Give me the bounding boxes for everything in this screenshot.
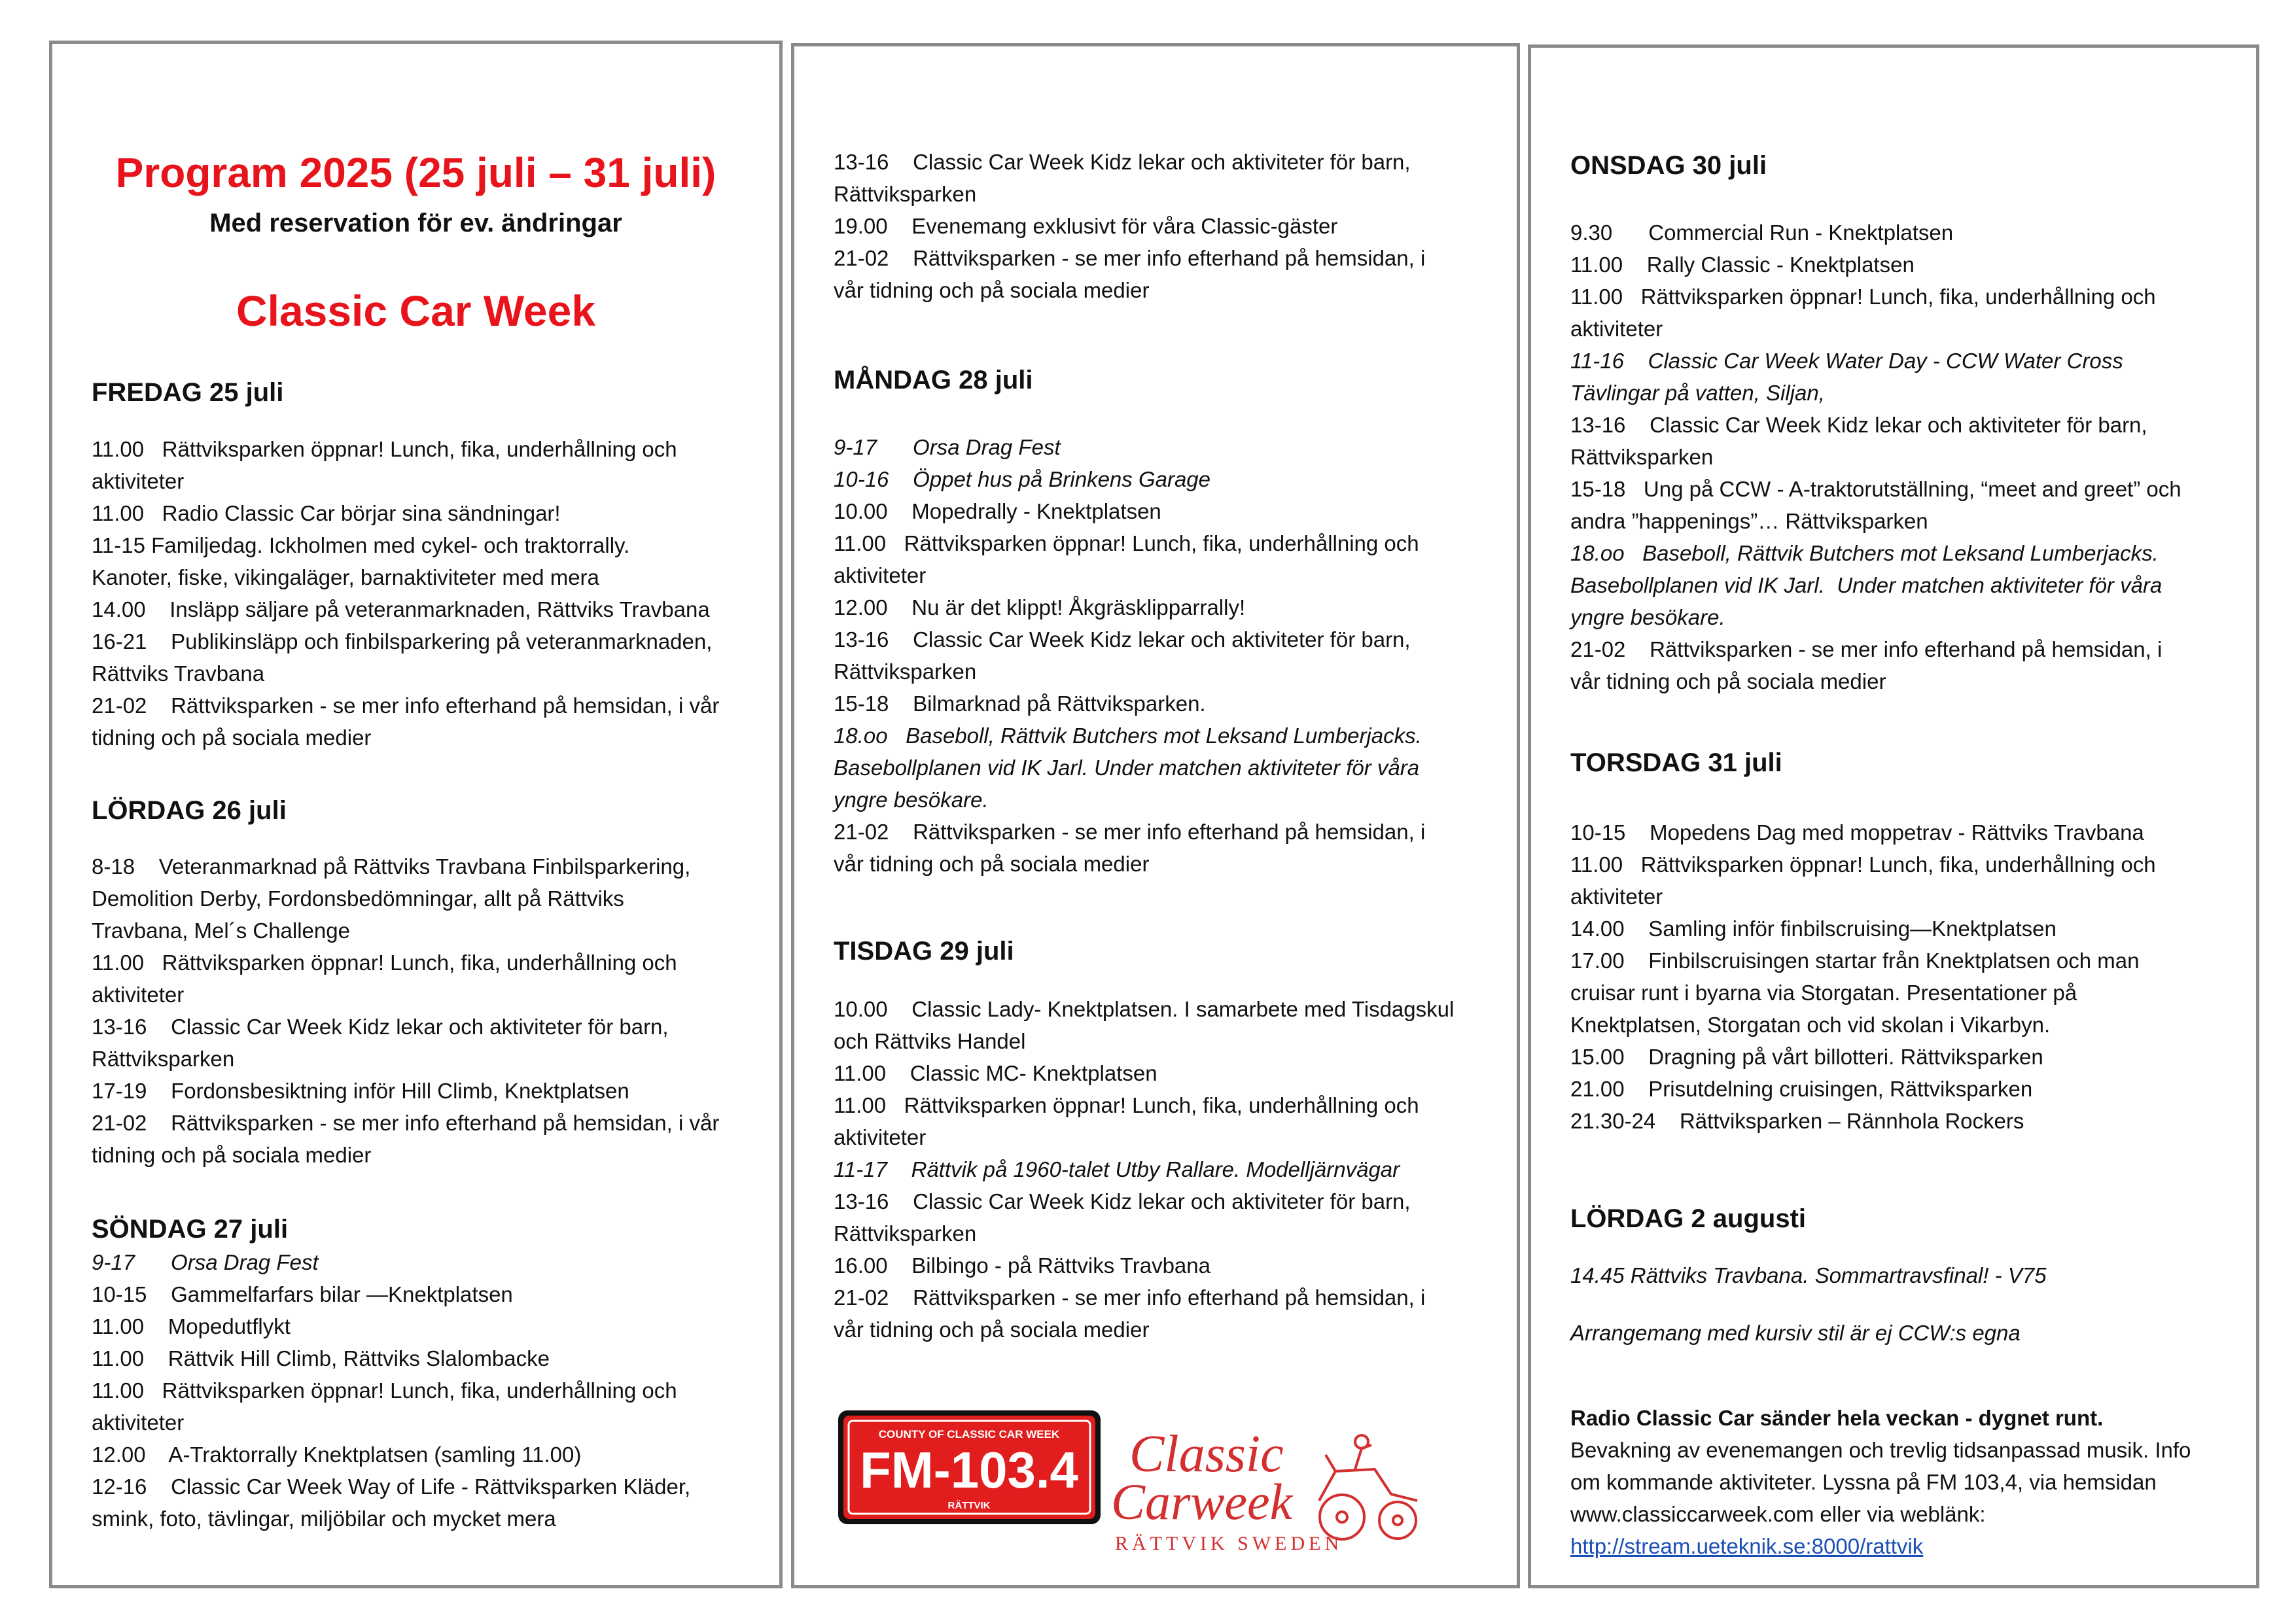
ccw-word-classic: Classic xyxy=(1129,1425,1284,1483)
schedule-line: 11-17 Rättvik på 1960-talet Utby Rallare. Modelljärnvägar xyxy=(834,1157,1400,1181)
day-heading-onsdag: ONSDAG 30 juli xyxy=(1570,151,1767,180)
lordag-schedule xyxy=(92,850,747,1171)
schedule-line: cruisar runt i byarna via Storgatan. Presentationer på xyxy=(1570,981,2077,1005)
schedule-line: 11.00 Radio Classic Car börjar sina sändningar! xyxy=(92,501,561,525)
schedule-line: 15.00 Dragning på vårt billotteri. Rättviksparken xyxy=(1570,1045,2043,1069)
schedule-line: 21-02 Rättviksparken - se mer info efterhand på hemsidan, i xyxy=(834,820,1426,844)
italic-note: Arrangemang med kursiv stil är ej CCW:s egna xyxy=(1570,1321,2021,1345)
schedule-line: 11.00 Rättviksparken öppnar! Lunch, fika, underhållning och xyxy=(834,531,1419,555)
onsdag-schedule xyxy=(1570,217,2223,697)
schedule-line: 11.00 Rättvik Hill Climb, Rättviks Slalombacke xyxy=(92,1346,550,1370)
radio-info xyxy=(1570,1434,2223,1530)
schedule-line: 17.00 Finbilscruisingen startar från Knektplatsen och man xyxy=(1570,949,2140,973)
schedule-line: Basebollplanen vid IK Jarl. Under matchen aktiviteter för våra xyxy=(834,756,1420,780)
schedule-line: aktiviteter xyxy=(92,983,185,1007)
column-3 xyxy=(1528,44,2259,1588)
schedule-line: 11-15 Familjedag. Ickholmen med cykel- och traktorrally. xyxy=(92,533,630,557)
schedule-line: 10.00 Mopedrally - Knektplatsen xyxy=(834,499,1161,523)
schedule-line: Rättviksparken xyxy=(834,1221,977,1246)
schedule-line: Rättviksparken xyxy=(92,1047,235,1071)
schedule-line: tidning och på sociala medier xyxy=(92,725,372,750)
schedule-line: 11.00 Rättviksparken öppnar! Lunch, fika, underhållning och xyxy=(834,1093,1419,1117)
fredag-schedule xyxy=(92,433,747,754)
schedule-line: Bevakning av evenemangen och trevlig tidsanpassad musik. Info xyxy=(1570,1438,2191,1462)
schedule-line: Rättviksparken xyxy=(834,659,977,684)
schedule-line: 16-21 Publikinsläpp och finbilsparkering på veteranmarknaden, xyxy=(92,629,713,654)
schedule-line: 19.00 Evenemang exklusivt för våra Classic-gäster xyxy=(834,214,1338,238)
plate-top-text: COUNTY OF CLASSIC CAR WEEK xyxy=(878,1428,1060,1440)
schedule-line: 9-17 Orsa Drag Fest xyxy=(92,1250,319,1274)
schedule-line: 11.00 Rättviksparken öppnar! Lunch, fika, underhållning och xyxy=(92,437,677,461)
schedule-line: 21-02 Rättviksparken - se mer info efterhand på hemsidan, i vår xyxy=(92,693,720,718)
schedule-line: och Rättviks Handel xyxy=(834,1029,1026,1053)
schedule-line: 12.00 Nu är det klippt! Åkgräsklipparrally! xyxy=(834,595,1246,620)
page-title: Program 2025 (25 juli – 31 juli) xyxy=(115,149,716,196)
schedule-line: vår tidning och på sociala medier xyxy=(1570,669,1886,693)
ccw-word-carweek: Carweek xyxy=(1111,1473,1293,1530)
plate-bottom-text: RÄTTVIK xyxy=(947,1500,991,1511)
schedule-line: 13-16 Classic Car Week Kidz lekar och aktiviteter för barn, xyxy=(834,1189,1411,1213)
schedule-line: 11.00 Rättviksparken öppnar! Lunch, fika, underhållning och xyxy=(1570,285,2156,309)
schedule-line: vår tidning och på sociala medier xyxy=(834,278,1150,302)
schedule-line: 11.00 Rättviksparken öppnar! Lunch, fika, underhållning och xyxy=(92,1378,677,1403)
day-heading-lordag: LÖRDAG 26 juli xyxy=(92,796,287,825)
schedule-line: Travbana, Mel´s Challenge xyxy=(92,918,350,943)
radio-link-row xyxy=(1570,1530,2223,1562)
schedule-line: aktiviteter xyxy=(92,1410,185,1435)
mandag-schedule xyxy=(834,431,1484,880)
schedule-line: Knektplatsen, Storgatan och vid skolan i Vikarbyn. xyxy=(1570,1013,2051,1037)
schedule-line: Basebollplanen vid IK Jarl. Under matchen aktiviteter för våra xyxy=(1570,573,2163,597)
license-plate-logo xyxy=(837,1409,1102,1526)
schedule-line: 21-02 Rättviksparken - se mer info efterhand på hemsidan, i xyxy=(834,1285,1426,1310)
schedule-line: 11.00 Rättviksparken öppnar! Lunch, fika, underhållning och xyxy=(92,951,677,975)
schedule-line: 21.00 Prisutdelning cruisingen, Rättviksparken xyxy=(1570,1077,2033,1101)
schedule-line: 14.00 Insläpp säljare på veteranmarknaden, Rättviks Travbana xyxy=(92,597,710,621)
column-1 xyxy=(49,41,783,1588)
event-name: Classic Car Week xyxy=(236,287,596,335)
schedule-line: smink, foto, tävlingar, miljöbilar och mycket mera xyxy=(92,1507,556,1531)
day-heading-tisdag: TISDAG 29 juli xyxy=(834,937,1014,966)
schedule-line: 13-16 Classic Car Week Kidz lekar och aktiviteter för barn, xyxy=(834,150,1411,174)
schedule-line: 13-16 Classic Car Week Kidz lekar och aktiviteter för barn, xyxy=(834,627,1411,652)
schedule-line: 13-16 Classic Car Week Kidz lekar och aktiviteter för barn, xyxy=(1570,413,2147,437)
schedule-line: 14.00 Samling inför finbilscruising—Knektplatsen xyxy=(1570,916,2057,941)
schedule-line: 8-18 Veteranmarknad på Rättviks Travbana Finbilsparkering, xyxy=(92,854,691,879)
day-heading-fredag: FREDAG 25 juli xyxy=(92,378,284,407)
vintage-car-icon xyxy=(1319,1435,1417,1539)
schedule-line: Rättviks Travbana xyxy=(92,661,265,686)
torsdag-schedule xyxy=(1570,816,2223,1137)
day-heading-mandag: MÅNDAG 28 juli xyxy=(834,366,1033,394)
classic-car-week-logo xyxy=(1110,1409,1424,1579)
schedule-line: 21-02 Rättviksparken - se mer info efterhand på hemsidan, i vår xyxy=(92,1111,720,1135)
ccw-tagline: RÄTTVIK SWEDEN xyxy=(1115,1533,1343,1554)
schedule-line: Kanoter, fiske, vikingaläger, barnaktiviteter med mera xyxy=(92,565,599,589)
schedule-line: 18.oo Baseboll, Rättvik Butchers mot Leksand Lumberjacks. xyxy=(1570,541,2159,565)
schedule-line: 13-16 Classic Car Week Kidz lekar och aktiviteter för barn, xyxy=(92,1015,669,1039)
schedule-line: vår tidning och på sociala medier xyxy=(834,1318,1150,1342)
sondag-schedule-continued xyxy=(834,146,1484,306)
schedule-line: 10.00 Classic Lady- Knektplatsen. I samarbete med Tisdagskul xyxy=(834,997,1455,1021)
schedule-line: 15-18 Ung på CCW - A-traktorutställning, “meet and greet” och xyxy=(1570,477,2181,501)
schedule-line: 11.00 Classic MC- Knektplatsen xyxy=(834,1061,1157,1085)
schedule-line: 9.30 Commercial Run - Knektplatsen xyxy=(1570,220,1954,245)
schedule-line: 11-16 Classic Car Week Water Day - CCW Water Cross xyxy=(1570,349,2123,373)
schedule-line: 9-17 Orsa Drag Fest xyxy=(834,435,1061,459)
plate-main-text: FM-103.4 xyxy=(860,1441,1078,1499)
schedule-line: 12.00 A-Traktorrally Knektplatsen (samling 11.00) xyxy=(92,1442,582,1467)
schedule-line: aktiviteter xyxy=(834,563,927,587)
schedule-line: yngre besökare. xyxy=(1570,605,1725,629)
schedule-line: 11.00 Rättviksparken öppnar! Lunch, fika, underhållning och xyxy=(1570,852,2156,877)
schedule-line: 11.00 Rally Classic - Knektplatsen xyxy=(1570,253,1915,277)
stream-link[interactable]: http://stream.ueteknik.se:8000/rattvik xyxy=(1570,1534,1924,1558)
schedule-line: 10-15 Mopedens Dag med moppetrav - Rättviks Travbana xyxy=(1570,820,2144,845)
schedule-line: Demolition Derby, Fordonsbedömningar, allt på Rättviks xyxy=(92,886,624,911)
schedule-line: aktiviteter xyxy=(834,1125,927,1149)
schedule-line: Rättviksparken xyxy=(834,182,977,206)
day-heading-sondag: SÖNDAG 27 juli xyxy=(92,1215,289,1244)
schedule-line: 18.oo Baseboll, Rättvik Butchers mot Leksand Lumberjacks. xyxy=(834,724,1422,748)
schedule-line: 21.30-24 Rättviksparken – Rännhola Rockers xyxy=(1570,1109,2024,1133)
schedule-line: om kommande aktiviteter. Lyssna på FM 103,4, via hemsidan xyxy=(1570,1470,2157,1494)
schedule-line: yngre besökare. xyxy=(834,788,989,812)
fm-radio-logo xyxy=(837,1409,1102,1526)
day-heading-torsdag: TORSDAG 31 juli xyxy=(1570,748,1782,777)
column-2 xyxy=(791,43,1520,1588)
schedule-line: 11.00 Mopedutflykt xyxy=(92,1314,291,1338)
day-heading-lordag-2: LÖRDAG 2 augusti xyxy=(1570,1204,1807,1233)
schedule-line: 21-02 Rättviksparken - se mer info efterhand på hemsidan, i xyxy=(834,246,1426,270)
schedule-line: andra ”happenings”… Rättviksparken xyxy=(1570,509,1928,533)
schedule-line: Rättviksparken xyxy=(1570,445,1714,469)
tisdag-schedule xyxy=(834,993,1484,1346)
schedule-line: vår tidning och på sociala medier xyxy=(834,852,1150,876)
schedule-line: 15-18 Bilmarknad på Rättviksparken. xyxy=(834,691,1206,716)
page-subtitle: Med reservation för ev. ändringar xyxy=(209,209,622,237)
radio-heading: Radio Classic Car sänder hela veckan - dygnet runt. xyxy=(1570,1406,2104,1430)
schedule-line: 10-15 Gammelfarfars bilar —Knektplatsen xyxy=(92,1282,513,1306)
schedule-line: aktiviteter xyxy=(92,469,185,493)
lordag-2-event: 14.45 Rättviks Travbana. Sommartravsfinal! - V75 xyxy=(1570,1263,2047,1287)
schedule-line: Tävlingar på vatten, Siljan, xyxy=(1570,381,1825,405)
schedule-line: aktiviteter xyxy=(1570,884,1663,909)
schedule-line: www.classiccarweek.com eller via weblänk: xyxy=(1570,1502,1986,1526)
schedule-line: 16.00 Bilbingo - på Rättviks Travbana xyxy=(834,1253,1210,1278)
schedule-line: 21-02 Rättviksparken - se mer info efterhand på hemsidan, i xyxy=(1570,637,2163,661)
schedule-line: 17-19 Fordonsbesiktning inför Hill Climb, Knektplatsen xyxy=(92,1079,629,1103)
schedule-line: aktiviteter xyxy=(1570,317,1663,341)
schedule-line: tidning och på sociala medier xyxy=(92,1143,372,1167)
sondag-schedule xyxy=(92,1246,747,1535)
schedule-line: 10-16 Öppet hus på Brinkens Garage xyxy=(834,467,1211,491)
schedule-line: 12-16 Classic Car Week Way of Life - Rättviksparken Kläder, xyxy=(92,1475,691,1499)
